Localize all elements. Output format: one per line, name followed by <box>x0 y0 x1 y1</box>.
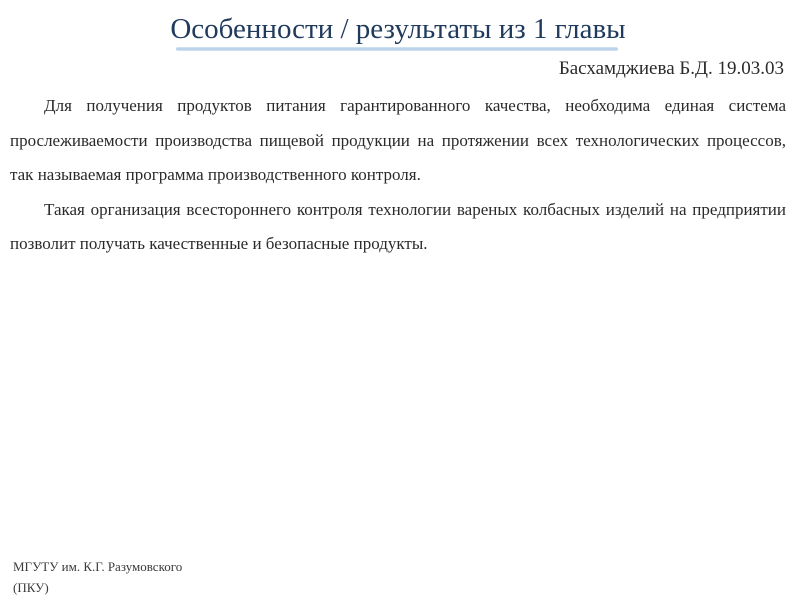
author-line: Басхамджиева Б.Д. 19.03.03 <box>558 58 784 79</box>
slide-body <box>10 89 786 262</box>
paragraph-1: Для получения продуктов питания гарантированного качества, необходима единая система прослеживаемости производства пищевой продукции на протяжении всех технологических процессов, так называемая программа производственного контроля. <box>10 96 786 184</box>
slide-title: Особенности / результаты из 1 главы <box>170 13 626 45</box>
footer <box>13 556 182 598</box>
title-underline <box>176 47 618 51</box>
paragraph-2: Такая организация всестороннего контроля технологии вареных колбасных изделий на предприятии позволит получать качественные и безопасные продукты. <box>10 199 786 253</box>
footer-abbreviation: (ПКУ) <box>13 580 49 595</box>
footer-institution: МГУТУ им. К.Г. Разумовского <box>13 559 183 574</box>
